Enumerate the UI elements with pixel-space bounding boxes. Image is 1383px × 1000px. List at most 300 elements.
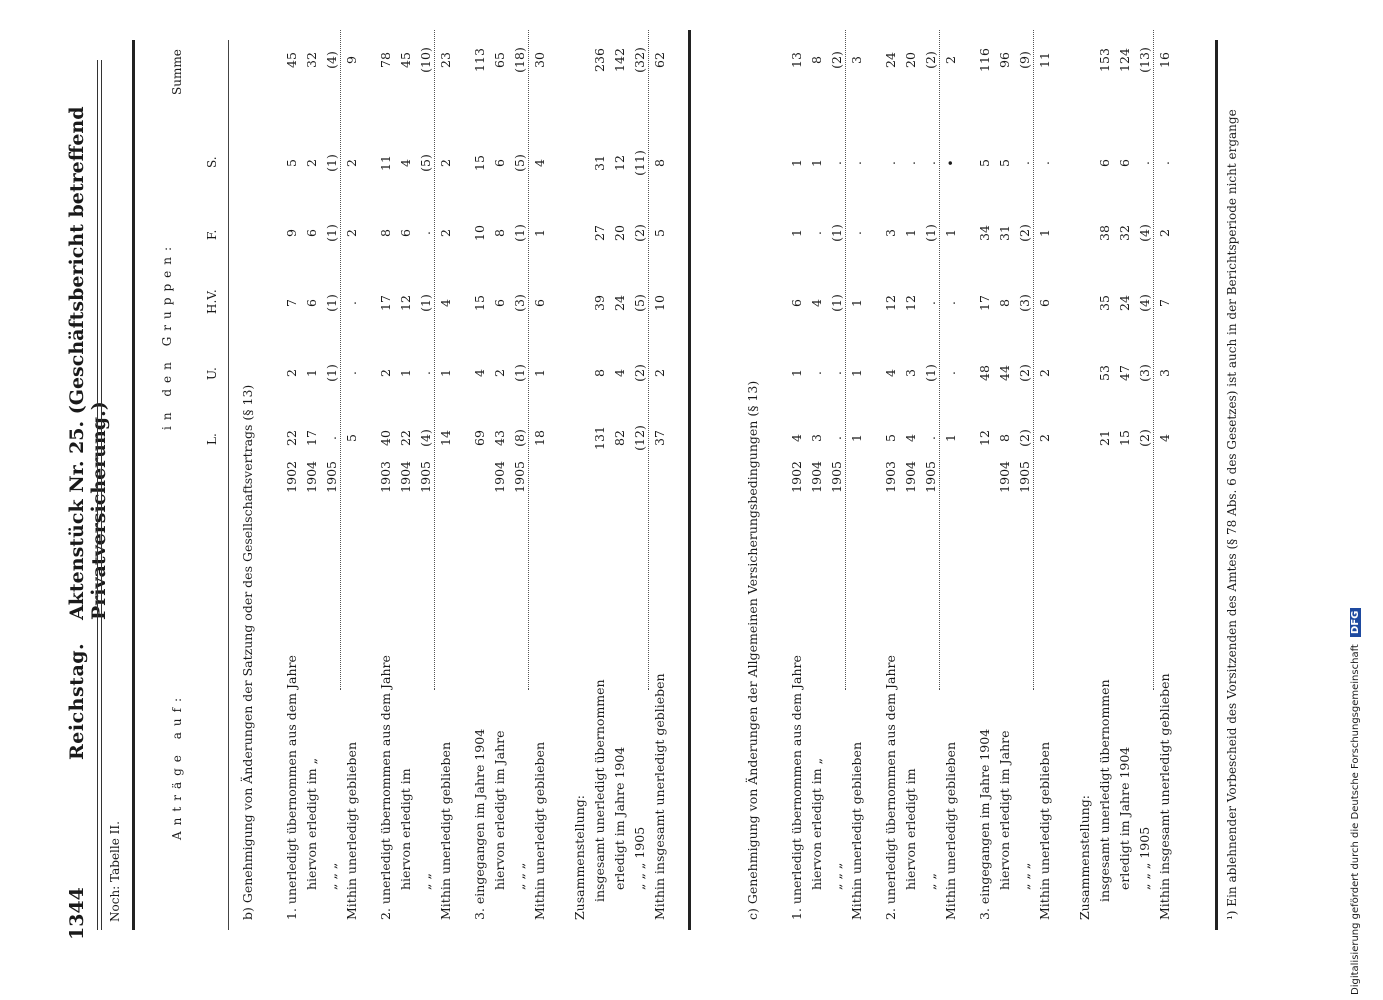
group-cell: 2 (378, 369, 393, 377)
sum-cell: 142 (612, 48, 627, 72)
group-cell: 2 (1157, 229, 1172, 237)
group-cell: 12 (903, 295, 918, 311)
dfg-logo: DFG (1350, 608, 1361, 637)
summary-heading (572, 30, 592, 930)
sum-cell: 65 (492, 52, 507, 68)
group-cell: 17 (378, 295, 393, 311)
section-heading-text: b) Genehmigung von Änderungen der Satzung oder des Gesellschaftsvertrags (§ 13) (240, 384, 255, 920)
row-label: 2. unerledigt übernommen aus dem Jahre (883, 655, 898, 920)
group-cell: 2 (438, 229, 453, 237)
row-label: Mithin insgesamt unerledigt geblieben (1157, 673, 1172, 920)
group-cell: 4 (809, 299, 824, 307)
group-cell: 5 (977, 159, 992, 167)
row-label: insgesamt unerledigt übernommen (1097, 679, 1112, 902)
subtotal-row (532, 30, 552, 930)
row-year: 1904 (809, 461, 824, 493)
group-cell: 2 (438, 159, 453, 167)
group-cell: 3 (883, 229, 898, 237)
row-year: 1902 (789, 461, 804, 493)
group-cell: 6 (1037, 299, 1052, 307)
document-title: Aktenstück Nr. 25. (Geschäftsbericht betreffend Privatversicherung.) (66, 106, 110, 620)
row-label: 1. unerledigt übernommen aus dem Jahre (284, 655, 299, 920)
group-cell: (1) (512, 224, 527, 242)
group-cell: . (1137, 161, 1152, 165)
group-cell: 82 (612, 430, 627, 446)
group-cell: 15 (472, 155, 487, 171)
row-label: „ „ „ 1905 (632, 826, 647, 890)
summary-heading-text: Zusammenstellung: (572, 795, 587, 920)
group-cell: 6 (1097, 159, 1112, 167)
row-label: erledigt im Jahre 1904 (612, 746, 627, 890)
group-header-u: U. (205, 367, 219, 380)
subtotal-rule (939, 30, 940, 690)
group-cell: (1) (923, 364, 938, 382)
table-row (829, 30, 849, 930)
group-cell: 4 (532, 159, 547, 167)
table-row (903, 30, 923, 930)
row-label: „ „ (923, 873, 938, 890)
group-cell: 2 (1037, 369, 1052, 377)
group-cell: 7 (1157, 299, 1172, 307)
subtotal-rule (1153, 30, 1154, 690)
row-year: 1904 (997, 461, 1012, 493)
row-label: insgesamt unerledigt übernommen (592, 679, 607, 902)
group-cell: . (923, 436, 938, 440)
sum-cell: 116 (977, 48, 992, 72)
group-cell: 8 (492, 229, 507, 237)
group-cell: 10 (652, 295, 667, 311)
table-row (1017, 30, 1037, 930)
group-cell: 10 (472, 225, 487, 241)
group-header-hv: H.V. (205, 289, 219, 314)
row-label: Mithin insgesamt unerledigt geblieben (652, 673, 667, 920)
subtotal-row (1157, 30, 1177, 930)
group-cell: (4) (1137, 294, 1152, 312)
sum-cell: 20 (903, 52, 918, 68)
group-cell: 11 (378, 155, 393, 171)
group-cell: (1) (324, 154, 339, 172)
row-label: Mithin unerledigt geblieben (1037, 741, 1052, 920)
header-bottom-rule (228, 40, 229, 930)
row-label: „ „ „ 1905 (1137, 826, 1152, 890)
subtotal-rule (340, 30, 341, 690)
table-row (512, 30, 532, 930)
group-cell: . (324, 436, 339, 440)
sum-cell: (4) (324, 51, 339, 69)
sum-cell: 16 (1157, 52, 1172, 68)
group-cell: 9 (284, 229, 299, 237)
group-cell: 4 (1157, 434, 1172, 442)
sum-cell: 113 (472, 48, 487, 72)
group-cell: 1 (943, 229, 958, 237)
group-cell: 6 (789, 299, 804, 307)
group-header-s: S. (205, 156, 219, 168)
row-year: 1902 (284, 461, 299, 493)
table-row (883, 30, 903, 930)
group-cell: 1 (304, 369, 319, 377)
group-cell: 2 (304, 159, 319, 167)
table-row (997, 30, 1017, 930)
group-cell: (4) (418, 429, 433, 447)
group-cell: 5 (997, 159, 1012, 167)
group-cell: (2) (1017, 224, 1032, 242)
table-row (378, 30, 398, 930)
group-cell: (4) (1137, 224, 1152, 242)
group-cell: 4 (612, 369, 627, 377)
table-row (592, 30, 612, 930)
group-cell: 40 (378, 430, 393, 446)
sum-column-header: Summe (170, 49, 184, 95)
footnote: ¹) Ein ablehnender Vorbescheid des Vorsitzenden des Amtes (§ 78 Abs. 6 des Gesetzes) ist auch in der Berichtsperiode nicht ergange (1225, 109, 1239, 920)
row-label: hiervon erledigt im (398, 768, 413, 890)
table-row (1097, 30, 1117, 930)
group-cell: • (943, 159, 958, 167)
sum-cell: 45 (284, 52, 299, 68)
table-row (492, 30, 512, 930)
subtotal-rule (648, 30, 649, 690)
group-cell: 24 (612, 295, 627, 311)
subtotal-rule (528, 30, 529, 690)
group-cell: . (829, 161, 844, 165)
group-cell: 39 (592, 295, 607, 311)
group-cell: 1 (789, 369, 804, 377)
group-cell: 53 (1097, 365, 1112, 381)
group-cell: 2 (284, 369, 299, 377)
row-label: 3. eingegangen im Jahre 1904 (472, 728, 487, 920)
table-continuation-note: Noch: Tabelle II. (108, 821, 122, 922)
table-row (612, 30, 632, 930)
section-heading (240, 30, 260, 930)
sum-cell: 24 (883, 52, 898, 68)
group-cell: 1 (532, 229, 547, 237)
row-year: 1903 (883, 461, 898, 493)
group-cell: 20 (612, 225, 627, 241)
group-cell: 3 (809, 434, 824, 442)
group-cell: 1 (903, 229, 918, 237)
subtotal-row (652, 30, 672, 930)
group-cell: 22 (284, 430, 299, 446)
group-cell: 24 (1117, 295, 1132, 311)
group-cell: . (829, 436, 844, 440)
row-year: 1904 (903, 461, 918, 493)
group-cell: 2 (652, 369, 667, 377)
table-top-rule (132, 40, 135, 930)
group-cell: 5 (284, 159, 299, 167)
group-cell: 5 (652, 229, 667, 237)
groups-column-header: in den Gruppen: (160, 241, 174, 430)
group-cell: (5) (512, 154, 527, 172)
group-cell: (2) (1137, 429, 1152, 447)
group-cell: 1 (1037, 229, 1052, 237)
sum-cell: 236 (592, 48, 607, 72)
group-cell: . (903, 161, 918, 165)
group-cell: . (1017, 161, 1032, 165)
table-row (809, 30, 829, 930)
group-cell: 1 (943, 434, 958, 442)
row-label: „ „ (418, 873, 433, 890)
group-cell: (2) (632, 364, 647, 382)
group-cell: . (943, 301, 958, 305)
header-rule (97, 60, 98, 930)
group-cell: . (923, 161, 938, 165)
sum-cell: 9 (344, 56, 359, 64)
group-cell: 1 (398, 369, 413, 377)
running-title: Reichstag. (66, 642, 88, 760)
group-cell: (1) (324, 364, 339, 382)
table-row (284, 30, 304, 930)
group-cell: 17 (304, 430, 319, 446)
group-cell: 1 (532, 369, 547, 377)
group-cell: 6 (1117, 159, 1132, 167)
table-row (472, 30, 492, 930)
row-year: 1905 (512, 461, 527, 493)
row-year: 1903 (378, 461, 393, 493)
sum-cell: 30 (532, 52, 547, 68)
group-cell: 1 (438, 369, 453, 377)
row-label: 1. unerledigt übernommen aus dem Jahre (789, 655, 804, 920)
table-row (418, 30, 438, 930)
credit-text: Digitalisierung gefördert durch die Deutsche Forschungsgemeinschaft (1350, 644, 1361, 995)
group-cell: 27 (592, 225, 607, 241)
group-cell: 5 (344, 434, 359, 442)
subtotal-row (849, 30, 869, 930)
group-cell: 4 (398, 159, 413, 167)
sum-cell: 78 (378, 52, 393, 68)
subtotal-row (1037, 30, 1057, 930)
sum-cell: 32 (304, 52, 319, 68)
group-cell: (2) (1017, 429, 1032, 447)
row-year: 1904 (398, 461, 413, 493)
group-cell: 4 (472, 369, 487, 377)
group-cell: 48 (977, 365, 992, 381)
group-cell: 15 (1117, 430, 1132, 446)
sum-cell: 2 (943, 56, 958, 64)
group-cell: 12 (612, 155, 627, 171)
group-cell: 6 (492, 299, 507, 307)
group-cell: 44 (997, 365, 1012, 381)
group-cell: 14 (438, 430, 453, 446)
row-year: 1905 (418, 461, 433, 493)
group-cell: 35 (1097, 295, 1112, 311)
group-cell: (8) (512, 429, 527, 447)
group-cell: (1) (829, 294, 844, 312)
row-label: „ „ „ (512, 862, 527, 890)
group-cell: 2 (492, 369, 507, 377)
group-cell: 12 (883, 295, 898, 311)
row-year: 1904 (304, 461, 319, 493)
group-cell: 5 (883, 434, 898, 442)
group-cell: 6 (398, 229, 413, 237)
group-cell: . (829, 371, 844, 375)
group-cell: . (849, 161, 864, 165)
table-row (632, 30, 652, 930)
group-cell: . (1037, 161, 1052, 165)
group-cell: 12 (398, 295, 413, 311)
row-label: „ „ „ (1017, 862, 1032, 890)
row-label: Mithin unerledigt geblieben (344, 741, 359, 920)
group-cell: . (344, 301, 359, 305)
row-label: hiervon erledigt im Jahre (492, 730, 507, 890)
group-cell: 43 (492, 430, 507, 446)
group-cell: 17 (977, 295, 992, 311)
table-row (1137, 30, 1157, 930)
group-cell: 1 (809, 159, 824, 167)
group-cell: . (344, 371, 359, 375)
group-cell: 47 (1117, 365, 1132, 381)
group-cell: (3) (1137, 364, 1152, 382)
row-label: hiervon erledigt im „ (304, 757, 319, 890)
page-header (58, 0, 110, 1000)
sum-cell: 45 (398, 52, 413, 68)
group-cell: (1) (324, 294, 339, 312)
group-cell: 37 (652, 430, 667, 446)
table-row (398, 30, 418, 930)
sum-cell: (9) (1017, 51, 1032, 69)
row-label: 2. unerledigt übernommen aus dem Jahre (378, 655, 393, 920)
group-cell: (5) (632, 294, 647, 312)
group-cell: . (809, 371, 824, 375)
group-cell: 1 (849, 434, 864, 442)
group-cell: 6 (532, 299, 547, 307)
subtotal-rule (1033, 30, 1034, 690)
group-cell: 18 (532, 430, 547, 446)
group-cell: (5) (418, 154, 433, 172)
group-cell: 6 (304, 229, 319, 237)
group-cell: 69 (472, 430, 487, 446)
group-cell: 8 (378, 229, 393, 237)
group-cell: 4 (789, 434, 804, 442)
group-cell: 3 (903, 369, 918, 377)
group-cell: . (883, 161, 898, 165)
group-cell: 7 (284, 299, 299, 307)
sum-cell: 124 (1117, 48, 1132, 72)
row-label: Mithin unerledigt geblieben (438, 741, 453, 920)
group-cell: 1 (789, 159, 804, 167)
group-cell: 1 (849, 369, 864, 377)
group-cell: (1) (512, 364, 527, 382)
sum-cell: (13) (1137, 47, 1152, 73)
group-cell: 31 (592, 155, 607, 171)
group-cell: (1) (923, 224, 938, 242)
group-cell: 8 (997, 299, 1012, 307)
sum-cell: 96 (997, 52, 1012, 68)
group-cell: 15 (472, 295, 487, 311)
row-label: hiervon erledigt im Jahre (997, 730, 1012, 890)
digitization-credit (1350, 608, 1361, 995)
row-year: 1904 (492, 461, 507, 493)
subtotal-row (438, 30, 458, 930)
group-cell: (3) (512, 294, 527, 312)
group-cell: (1) (829, 224, 844, 242)
section-heading (745, 30, 765, 930)
row-label: Mithin unerledigt geblieben (943, 741, 958, 920)
section-separator (688, 30, 691, 930)
group-cell: (2) (632, 224, 647, 242)
row-label: hiervon erledigt im (903, 768, 918, 890)
group-cell: (3) (1017, 294, 1032, 312)
group-cell: . (418, 371, 433, 375)
group-cell: 4 (903, 434, 918, 442)
section-heading-text: c) Genehmigung von Änderungen der Allgemeinen Versicherungsbedingungen (§ 13) (745, 380, 760, 920)
sum-cell: 62 (652, 52, 667, 68)
group-cell: 8 (652, 159, 667, 167)
group-cell: . (923, 301, 938, 305)
row-label: erledigt im Jahre 1904 (1117, 746, 1132, 890)
group-cell: (12) (632, 425, 647, 451)
sum-cell: (18) (512, 47, 527, 73)
sum-cell: (32) (632, 47, 647, 73)
summary-heading-text: Zusammenstellung: (1077, 795, 1092, 920)
row-year: 1905 (923, 461, 938, 493)
group-cell: 32 (1117, 225, 1132, 241)
group-cell: 131 (592, 426, 607, 450)
group-cell: 2 (344, 229, 359, 237)
group-header-f: F. (205, 229, 219, 240)
group-cell: 1 (789, 229, 804, 237)
group-cell: (1) (418, 294, 433, 312)
group-cell: 2 (1037, 434, 1052, 442)
subtotal-rule (434, 30, 435, 690)
row-year: 1905 (324, 461, 339, 493)
group-cell: . (809, 231, 824, 235)
group-cell: 6 (304, 299, 319, 307)
page-number: 1344 (66, 887, 88, 940)
group-cell: . (849, 231, 864, 235)
table-bottom-rule (1215, 40, 1218, 930)
sum-cell: (10) (418, 47, 433, 73)
sum-cell: (2) (923, 51, 938, 69)
group-cell: 38 (1097, 225, 1112, 241)
group-cell: 22 (398, 430, 413, 446)
table-row (1117, 30, 1137, 930)
group-cell: 21 (1097, 430, 1112, 446)
row-label: „ „ „ (324, 862, 339, 890)
group-cell: 2 (344, 159, 359, 167)
group-cell: 31 (997, 225, 1012, 241)
group-cell: 12 (977, 430, 992, 446)
sum-cell: 8 (809, 56, 824, 64)
row-year: 1905 (829, 461, 844, 493)
row-label: Mithin unerledigt geblieben (849, 741, 864, 920)
sum-cell: 3 (849, 56, 864, 64)
row-label: „ „ „ (829, 862, 844, 890)
group-cell: 3 (1157, 369, 1172, 377)
group-cell: (11) (632, 150, 647, 176)
table-row (324, 30, 344, 930)
table-row (977, 30, 997, 930)
group-cell: 6 (492, 159, 507, 167)
requests-column-header: Anträge auf: (170, 691, 184, 840)
subtotal-rule (845, 30, 846, 690)
header-rule (101, 60, 102, 930)
group-cell: . (943, 371, 958, 375)
group-cell: (2) (1017, 364, 1032, 382)
group-cell: 8 (592, 369, 607, 377)
group-cell: 4 (883, 369, 898, 377)
summary-heading (1077, 30, 1097, 930)
sum-cell: 13 (789, 52, 804, 68)
table-row (789, 30, 809, 930)
group-cell: 4 (438, 299, 453, 307)
group-cell: . (418, 231, 433, 235)
group-cell: . (1157, 161, 1172, 165)
row-year: 1905 (1017, 461, 1032, 493)
subtotal-row (344, 30, 364, 930)
table-row (304, 30, 324, 930)
group-cell: (1) (324, 224, 339, 242)
sum-cell: 11 (1037, 52, 1052, 68)
row-label: hiervon erledigt im „ (809, 757, 824, 890)
